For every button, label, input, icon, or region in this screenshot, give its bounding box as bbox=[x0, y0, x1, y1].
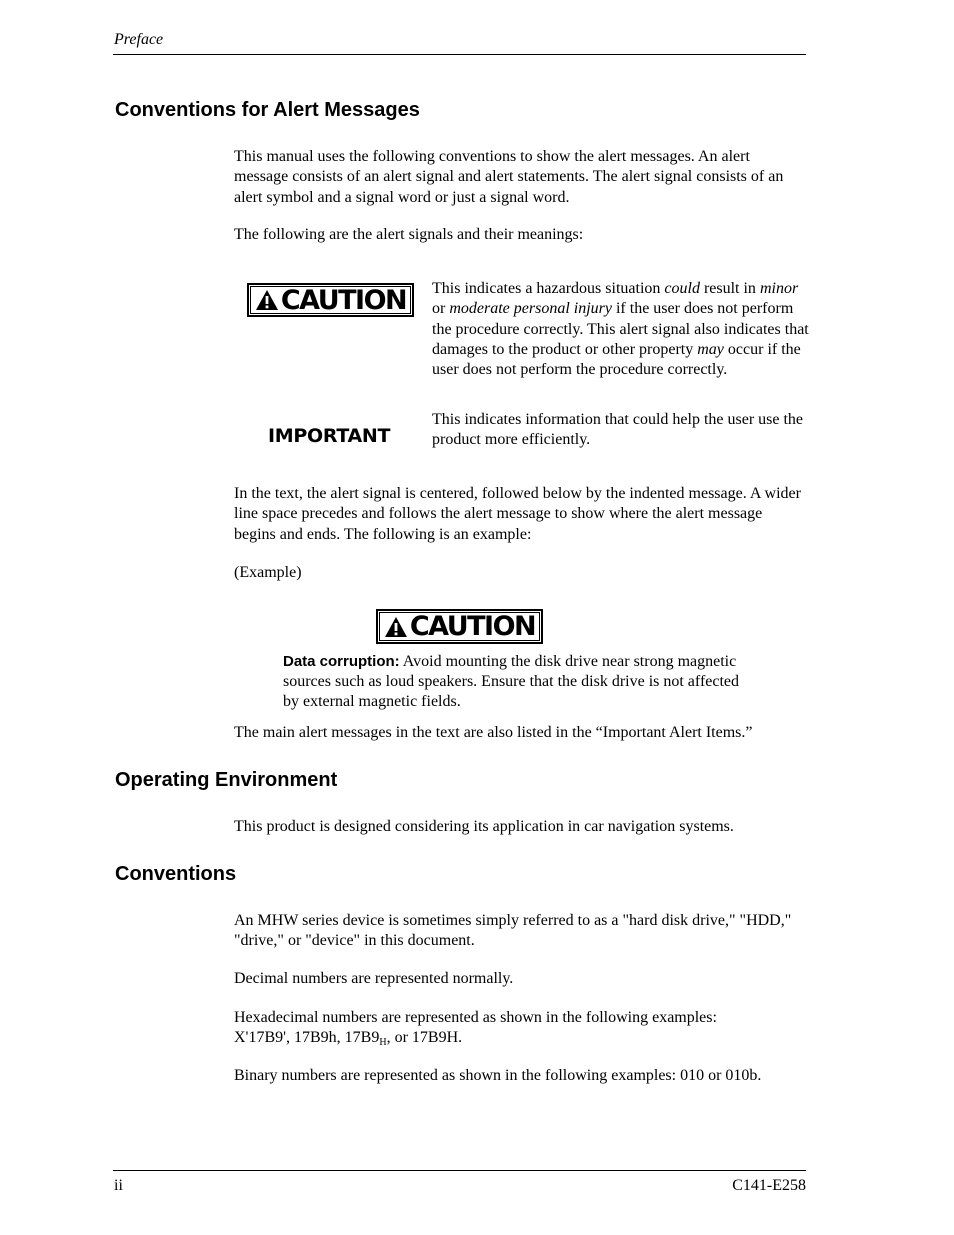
caution-label: CAUTION bbox=[280, 284, 407, 316]
footer-rule bbox=[113, 1170, 806, 1171]
conventions-p3: Hexadecimal numbers are represented as shown in the following examples: X'17B9', 17B9h, $17B9_H$, or 17B9H. bbox=[234, 1009, 717, 1049]
section-heading-operating: Operating Environment bbox=[115, 769, 338, 791]
important-signal: IMPORTANT bbox=[268, 425, 391, 447]
warning-triangle-icon bbox=[255, 289, 279, 311]
warning-triangle-icon bbox=[384, 616, 408, 638]
alert-items-note: The main alert messages in the text are also listed in the “Important Alert Items.” bbox=[234, 724, 753, 741]
document-id: C141-E258 bbox=[732, 1177, 806, 1194]
example-label: (Example) bbox=[234, 564, 302, 581]
alerts-intro: This manual uses the following conventions to show the alert messages. An alert message consists of an alert signal and alert statements. The alert signal consists of an alert symbol and a signal word or just a signal word. bbox=[234, 148, 784, 206]
conventions-p1: An MHW series device is sometimes simply referred to as a "hard disk drive," "HDD," "drive," or "device" in this document. bbox=[234, 912, 792, 950]
caution-description: This indicates a hazardous situation could result in minor or moderate personal injury if the user does not perform the procedure correctly. This alert signal also indicates that damages to the product or other property may occur if the user does not perform the procedure correctly. bbox=[432, 280, 809, 379]
running-header: Preface bbox=[114, 31, 164, 48]
caution-signal bbox=[247, 283, 414, 317]
important-description: This indicates information that could help the user use the product more efficiently. bbox=[432, 411, 804, 449]
conventions-p2: Decimal numbers are represented normally. bbox=[234, 970, 514, 987]
in-text-explanation: In the text, the alert signal is centered, followed below by the indented message. A wider line space precedes and follows the alert message to show where the alert message begins and ends. The following is an example: bbox=[234, 485, 801, 543]
example-caution-signal bbox=[376, 609, 543, 644]
section-heading-alerts: Conventions for Alert Messages bbox=[115, 99, 420, 121]
conventions-p4: Binary numbers are represented as shown in the following examples: 010 or 010b. bbox=[234, 1067, 762, 1084]
section-heading-conventions: Conventions bbox=[115, 863, 237, 885]
alerts-lead: The following are the alert signals and their meanings: bbox=[234, 226, 584, 243]
example-caution-label: CAUTION bbox=[409, 611, 536, 642]
page-number: ii bbox=[114, 1177, 123, 1194]
example-message: Data corruption: Avoid mounting the disk drive near strong magnetic sources such as loud speakers. Ensure that the disk drive is not affected by external magnetic fields. bbox=[283, 653, 740, 710]
operating-text: This product is designed considering its application in car navigation systems. bbox=[234, 818, 734, 835]
header-rule bbox=[113, 54, 806, 55]
